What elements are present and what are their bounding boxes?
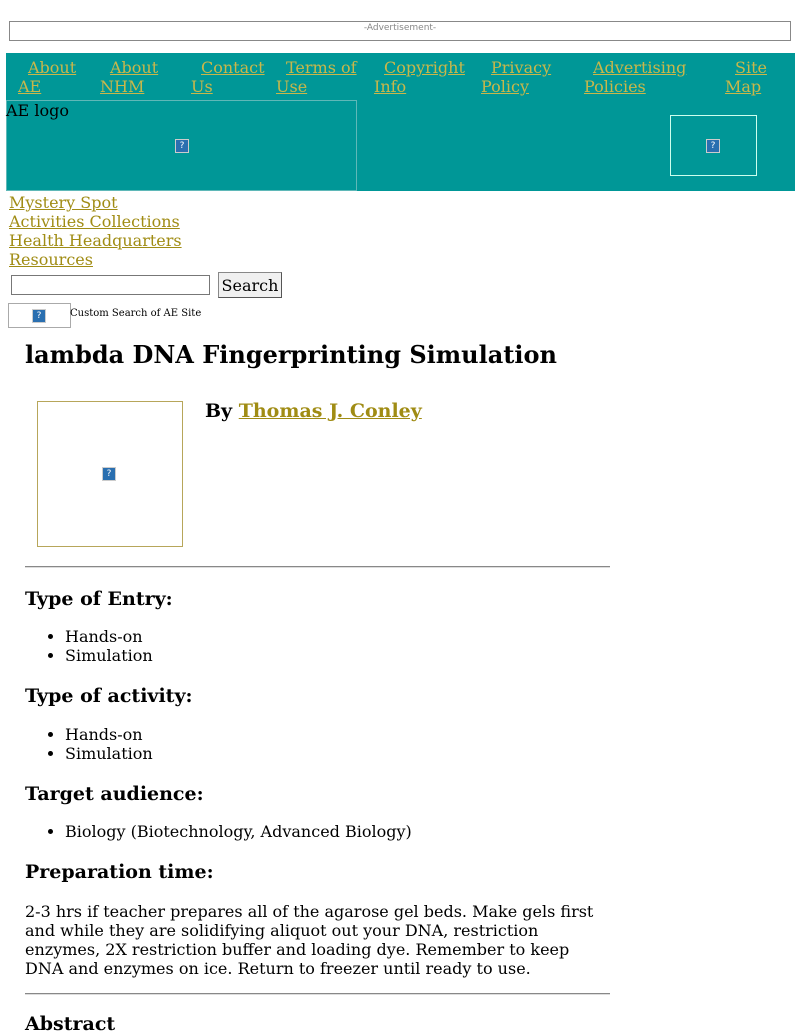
nav-label: Advertising [593, 58, 687, 77]
divider [25, 993, 610, 995]
author-photo [37, 401, 183, 547]
nav-about-ae[interactable] [18, 58, 76, 96]
byline [205, 400, 422, 422]
link-mystery-spot[interactable]: Mystery Spot [9, 193, 118, 212]
search-button[interactable]: Search [218, 272, 282, 298]
nav-label: Policies [584, 77, 646, 96]
section-links [9, 193, 182, 269]
search-input[interactable] [11, 275, 210, 295]
link-resources[interactable]: Resources [9, 250, 93, 269]
nav-label: Us [191, 77, 213, 96]
nav-label: Use [276, 77, 308, 96]
advertisement-banner[interactable] [9, 21, 791, 41]
nav-label: Map [725, 77, 762, 96]
nav-label: Policy [481, 77, 529, 96]
divider [25, 566, 610, 568]
nav-label: Terms of [286, 58, 357, 77]
list-item: • Biology (Biotechnology, Advanced Biology) [65, 822, 412, 841]
list-item: • Hands-on [65, 627, 153, 646]
nav-label: Privacy [491, 58, 552, 77]
custom-search-label: Custom Search of AE Site [70, 308, 202, 319]
nav-copyright-info[interactable] [374, 58, 465, 96]
nav-label: Copyright [384, 58, 465, 77]
broken-image-icon: ? [706, 139, 720, 153]
list-item: • Simulation [65, 646, 153, 665]
nav-label: NHM [100, 77, 145, 96]
nav-label: About [28, 58, 77, 77]
nav-privacy-policy[interactable] [481, 58, 551, 96]
entry-type-list [25, 627, 153, 665]
link-health-headquarters[interactable]: Health Headquarters [9, 231, 182, 250]
custom-search-logo[interactable] [8, 303, 71, 328]
site-header [6, 53, 795, 191]
author-link[interactable]: Thomas J. Conley [238, 400, 422, 422]
list-item: • Simulation [65, 744, 153, 763]
nav-label: Info [374, 77, 407, 96]
nav-label: AE [18, 77, 42, 96]
advertisement-label: -Advertisement- [363, 23, 437, 33]
by-label: By [205, 400, 233, 422]
nav-contact-us[interactable] [191, 58, 265, 96]
preparation-time-text: 2-3 hrs if teacher prepares all of the agarose gel beds. Make gels first and while they are solidifying aliquot out your DNA, restriction enzymes, 2X restriction buffer and loading dye. Remember to keep DNA and enzymes on ice. Return to freezer until ready to use. [25, 902, 594, 978]
entry-type-heading: Type of Entry: [25, 588, 173, 610]
link-activities-collections[interactable]: Activities Collections [9, 212, 180, 231]
target-audience-list [25, 822, 412, 841]
nav-label: Site [735, 58, 767, 77]
activity-type-list [25, 725, 153, 763]
page-title: lambda DNA Fingerprinting Simulation [25, 340, 557, 369]
broken-image-icon: ? [102, 467, 116, 481]
nav-about-nhm[interactable] [100, 58, 158, 96]
preparation-time-heading: Preparation time: [25, 861, 214, 883]
abstract-heading: Abstract [25, 1013, 116, 1035]
nav-site-map[interactable] [725, 58, 767, 96]
logo-alt-text: AE logo [6, 101, 69, 120]
target-audience-heading: Target audience: [25, 783, 204, 805]
nav-label: About [110, 58, 159, 77]
broken-image-icon: ? [32, 309, 46, 323]
list-item: • Hands-on [65, 725, 153, 744]
activity-type-heading: Type of activity: [25, 685, 193, 707]
nav-terms-of-use[interactable] [276, 58, 357, 96]
header-right-image[interactable] [670, 115, 757, 176]
broken-image-icon: ? [175, 139, 189, 153]
nav-advertising-policies[interactable] [584, 58, 686, 96]
nav-label: Contact [201, 58, 265, 77]
